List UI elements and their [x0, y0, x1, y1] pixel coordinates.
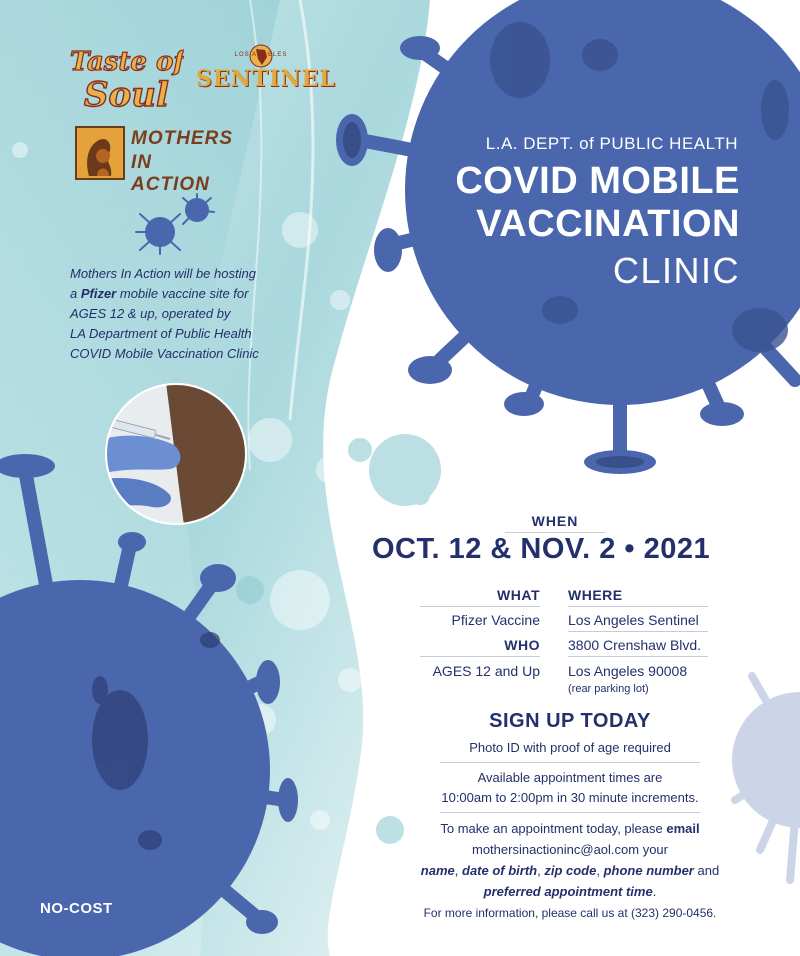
appt-zip: zip code: [544, 863, 597, 878]
id-requirement: Photo ID with proof of age required: [469, 740, 671, 755]
times-line-2: 10:00am to 2:00pm in 30 minute increments.: [441, 790, 699, 805]
sentinel-wordmark: SENTINEL: [196, 66, 336, 92]
mother-child-icon: [75, 126, 125, 180]
appt-period: .: [652, 884, 657, 899]
svg-text:Taste of: Taste of: [70, 47, 184, 77]
more-info: For more information, please call us at (323) 290-0456.: [423, 906, 717, 920]
who-divider: [420, 656, 540, 657]
title-line-1: COVID MOBILE: [455, 160, 740, 202]
appointment-instructions: [370, 818, 770, 902]
who-label: WHO: [504, 637, 540, 653]
where-divider-2: [568, 631, 708, 632]
title-line-2: VACCINATION: [476, 203, 740, 245]
where-label: WHERE: [568, 587, 623, 603]
intro-line-3: AGES 12 & up, operated by: [70, 306, 231, 321]
appt-line-4: [370, 881, 770, 902]
where-note: (rear parking lot): [568, 683, 649, 695]
where-line-3: Los Angeles 90008: [568, 663, 688, 679]
when-label: WHEN: [531, 513, 579, 529]
event-date: OCT. 12 & NOV. 2 • 2021: [372, 533, 711, 565]
intro-line-4: LA Department of Public Health: [70, 326, 252, 341]
pfizer-emphasis: Pfizer: [80, 286, 117, 301]
appt-line-1: [370, 818, 770, 839]
appt-sep-2: ,: [537, 863, 545, 878]
intro-line-2-post: mobile vaccine site for: [116, 286, 249, 301]
what-value: Pfizer Vaccine: [451, 612, 540, 628]
appt-and: and: [693, 863, 720, 878]
mia-line1: MOTHERS: [131, 128, 233, 149]
where-line-2: 3800 Crenshaw Blvd.: [568, 637, 702, 653]
intro-paragraph: [70, 264, 310, 364]
where-divider-3: [568, 656, 708, 657]
email-emphasis: email: [666, 821, 700, 836]
appt-dob: date of birth: [462, 863, 538, 878]
intro-line-2: [70, 284, 310, 304]
what-divider: [420, 606, 540, 607]
vaccination-photo: [104, 383, 248, 525]
who-value: AGES 12 and Up: [432, 663, 540, 679]
intro-line-1: Mothers In Action will be hosting: [70, 266, 256, 281]
mothers-in-action-logo: [75, 124, 235, 195]
appt-line-1-pre: To make an appointment today, please: [440, 821, 667, 836]
appt-name: name: [420, 863, 455, 878]
title-line-3: CLINIC: [612, 250, 740, 291]
appt-sep-3: ,: [596, 863, 604, 878]
intro-line-2-pre: a: [70, 286, 81, 301]
signup-divider: [440, 762, 700, 763]
appt-phone: phone number: [603, 863, 694, 878]
times-line-1: Available appointment times are: [477, 770, 663, 785]
sentinel-small-text: LOS ANGELES: [234, 52, 288, 58]
appt-sep-1: ,: [454, 863, 462, 878]
appt-email-line[interactable]: mothersinactioninc@aol.com your: [471, 842, 668, 857]
intro-line-5: COVID Mobile Vaccination Clinic: [70, 346, 259, 361]
signup-heading: SIGN UP TODAY: [489, 710, 651, 732]
appt-preferred-time: preferred appointment time: [483, 884, 653, 899]
taste-of-soul-logo: [66, 36, 184, 116]
no-cost-label: NO-COST: [40, 900, 113, 917]
mia-line2: IN ACTION: [131, 152, 210, 195]
appt-line-3: [370, 860, 770, 881]
la-sentinel-logo: [196, 40, 336, 96]
signup-divider-2: [440, 812, 700, 813]
svg-text:Soul: Soul: [84, 75, 169, 115]
what-label: WHAT: [497, 587, 540, 603]
where-line-1: Los Angeles Sentinel: [568, 612, 699, 628]
dept-heading: L.A. DEPT. of PUBLIC HEALTH: [485, 134, 738, 153]
where-divider: [568, 606, 708, 607]
